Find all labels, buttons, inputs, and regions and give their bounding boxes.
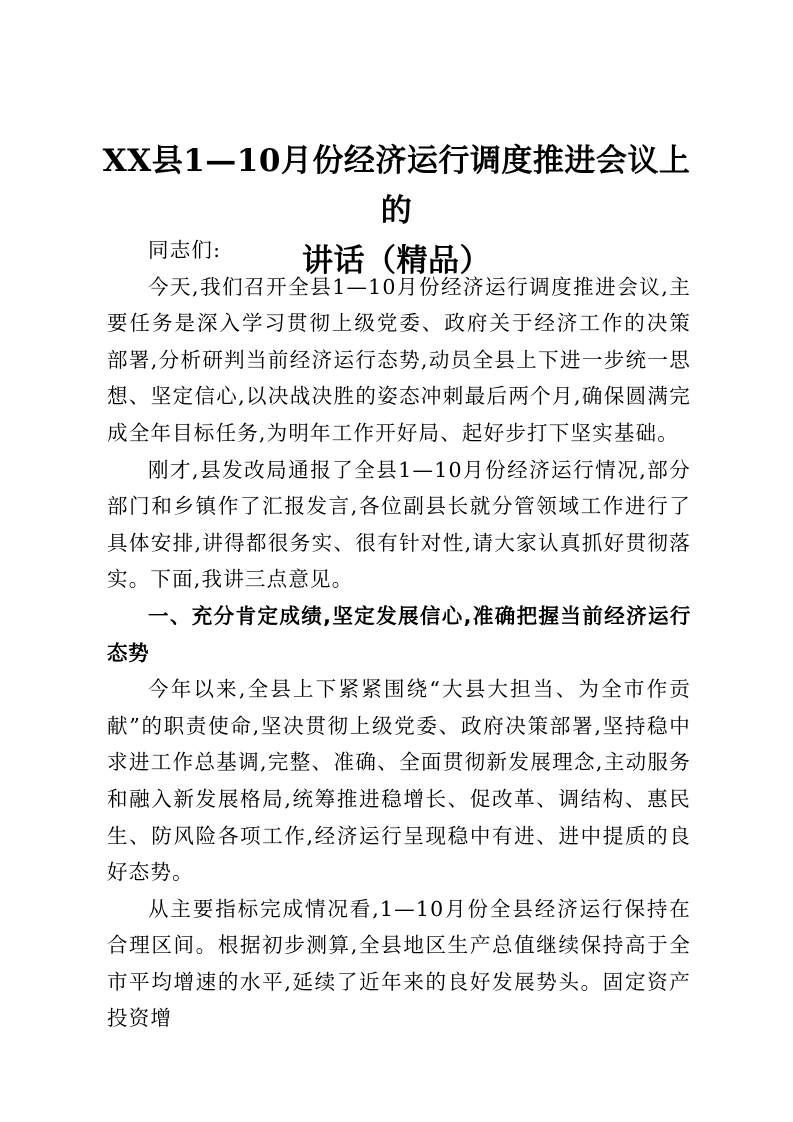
document-body [107,232,691,1037]
salutation: 同志们: [148,238,222,262]
paragraph-opening: 今天,我们召开全县1—10月份经济运行调度推进会议,主要任务是深入学习贯彻上级党委、政府关于经济工作的决策部署,分析研判当前经济运行态势,动员全县上下进一步统一思想、坚定信心,以决战决胜的姿态冲刺最后两个月,确保圆满完成全年目标任务,为明年工作开好局、起好步打下坚实基础。 [107,274,691,445]
section-heading: 一、充分肯定成绩,坚定发展信心,准确把握当前经济运行态势 [107,603,691,665]
paragraph-achievements: 今年以来,全县上下紧紧围绕“大县大担当、为全市作贡献”的职责使命,坚决贯彻上级党委、政府决策部署,坚持稳中求进工作总基调,完整、准确、全面贯彻新发展理念,主动服务和融入新发展格局,统筹推进稳增长、促改革、调结构、惠民生、防风险各项工作,经济运行呈现稳中有进、进中提质的良好态势。 [107,677,691,885]
title-line-1: XX县1—10月份经济运行调度推进会议上的 [102,143,691,229]
paragraph-indicators: 从主要指标完成情况看,1—10月份全县经济运行保持在合理区间。根据初步测算,全县地区生产总值继续保持高于全市平均增速的水平,延续了近年来的良好发展势头。固定资产投资增 [107,896,691,1031]
title-line-2: 讲话（精品） [302,243,491,279]
paragraph-review: 刚才,县发改局通报了全县1—10月份经济运行情况,部分部门和乡镇作了汇报发言,各位副县长就分管领域工作进行了具体安排,讲得都很务实、很有针对性,请大家认真抓好贯彻落实。下面,我讲三点意见。 [107,457,691,592]
